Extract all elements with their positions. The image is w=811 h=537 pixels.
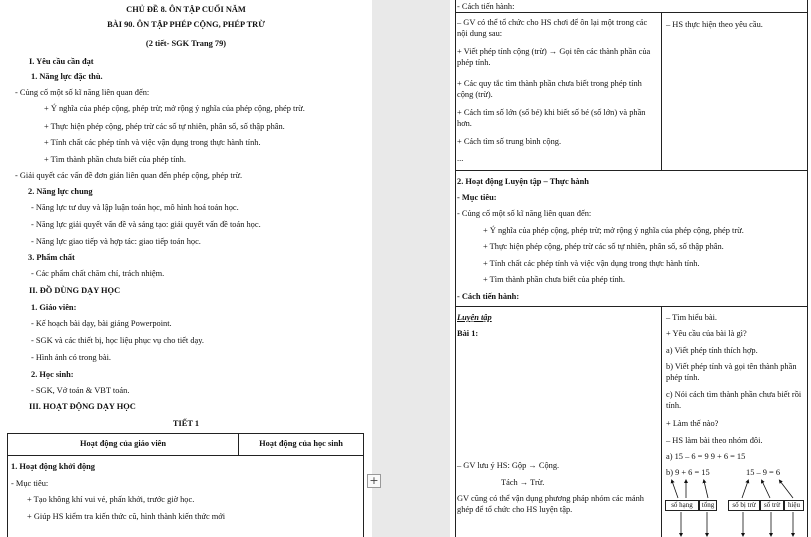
table-header-teacher: Hoạt động của giáo viên xyxy=(79,439,167,448)
text-line: - Cách tiến hành: xyxy=(457,292,520,301)
equation-sum: b) 9 + 6 = 15 xyxy=(666,468,710,477)
lesson-title: BÀI 90. ÔN TẬP PHÉP CỘNG, PHÉP TRỪ xyxy=(107,20,265,29)
section-heading: III. HOẠT ĐỘNG DẠY HỌC xyxy=(29,402,136,411)
text-line: Tách → Trừ. xyxy=(501,478,545,487)
text-line: + Tạo không khí vui vẻ, phấn khởi, trước giờ học. xyxy=(27,495,195,504)
activity-heading: 1. Hoạt động khởi động xyxy=(11,462,95,471)
text-line: + Giúp HS kiểm tra kiến thức cũ, hình thành kiến thức mới xyxy=(27,512,226,521)
document-page-left xyxy=(0,0,372,537)
subsection-heading: 1. Giáo viên: xyxy=(31,303,77,312)
text-line: + Các quy tắc tìm thành phần chưa biết trong phép tính cộng (trừ). xyxy=(457,79,642,99)
text-line: + Tính chất các phép tính và việc vận dụng trong thực hành tính. xyxy=(44,138,261,147)
text-line: + Ý nghĩa của phép cộng, phép trừ; mở rộng ý nghĩa của phép cộng, phép trừ. xyxy=(483,226,744,235)
label-addend: số hạng xyxy=(665,500,699,511)
text-line: + Cách tìm số trung bình cộng. xyxy=(457,137,562,146)
subsection-heading: 1. Năng lực đặc thù. xyxy=(31,72,103,81)
text-line: – GV lưu ý HS: Gộp → Cộng. xyxy=(457,461,560,470)
student-text: b) Viết phép tính và gọi tên thành phần phép tính. xyxy=(666,362,797,382)
text-line: + Thực hiện phép cộng, phép trừ các số tự nhiên, phân số, số thập phân. xyxy=(44,122,285,131)
label-sum: tổng xyxy=(699,500,717,511)
equation-difference: 15 – 9 = 6 xyxy=(746,468,781,477)
text-line: - Năng lực giải quyết vấn đề và sáng tạo: giải quyết vấn đề toán học. xyxy=(31,220,261,229)
expand-button[interactable]: + xyxy=(367,474,381,488)
student-text: – Tìm hiểu bài. xyxy=(666,313,718,322)
student-text: + Làm thế nào? xyxy=(666,419,719,428)
text-line: + Tính chất các phép tính và việc vận dụng trong thực hành tính. xyxy=(483,259,700,268)
subheading-practice: Luyện tập xyxy=(457,313,492,322)
text-line: ... xyxy=(457,154,464,163)
subsection-heading: 2. Năng lực chung xyxy=(28,187,93,196)
label-minuend: số bị trừ xyxy=(728,500,760,511)
text-line: – GV có thể tổ chức cho HS chơi để ôn lại một trong các nội dung sau: xyxy=(457,18,648,38)
section-heading: I. Yêu cầu cần đạt xyxy=(29,57,94,66)
chapter-title: CHỦ ĐỀ 8. ÔN TẬP CUỐI NĂM xyxy=(126,5,246,14)
text-line: - Năng lực giao tiếp và hợp tác: giao tiếp toán học. xyxy=(31,237,201,246)
text-line: - Hình ảnh có trong bài. xyxy=(31,353,112,362)
text-line: - Củng cố một số kĩ năng liên quan đến: xyxy=(457,209,592,218)
text-line: - Giải quyết các vấn đề đơn giản liên quan đến phép cộng, phép trừ. xyxy=(15,171,243,180)
student-text: – HS làm bài theo nhóm đôi. xyxy=(666,436,763,445)
text-line: - Mục tiêu: xyxy=(457,193,497,202)
period-heading: TIẾT 1 xyxy=(172,419,200,428)
text-line: - Năng lực tư duy và lập luận toán học, mô hình hoá toán học. xyxy=(31,203,239,212)
activity-heading: 2. Hoạt động Luyện tập – Thực hành xyxy=(457,177,589,186)
text-line: + Thực hiện phép cộng, phép trừ các số tự nhiên, phân số, số thập phân. xyxy=(483,242,724,251)
lesson-subtitle: (2 tiết- SGK Trang 79) xyxy=(145,39,227,48)
label-subtrahend: số trừ xyxy=(760,500,784,511)
exercise-heading: Bài 1: xyxy=(457,329,479,338)
student-text: c) Nói cách tìm thành phần chưa biết rồi tính. xyxy=(666,390,802,410)
section-heading: II. ĐỒ DÙNG DẠY HỌC xyxy=(29,286,121,295)
student-text: – HS thực hiện theo yêu cầu. xyxy=(666,20,763,29)
student-text: a) Viết phép tính thích hợp. xyxy=(666,346,758,355)
text-line: + Tìm thành phần chưa biết của phép tính. xyxy=(44,155,186,164)
text-line: - Củng cố một số kĩ năng liên quan đến: xyxy=(15,88,150,97)
text-line: + Cách tìm số lớn (số bé) khi biết số bé (số lớn) và phần hơn. xyxy=(457,108,646,128)
document-page-right xyxy=(450,0,811,537)
text-line: - Kế hoạch bài dạy, bài giảng Powerpoint. xyxy=(31,319,172,328)
text-line: - Cách tiến hành: xyxy=(457,2,515,11)
text-line: - SGK và các thiết bị, học liệu phục vụ cho tiết dạy. xyxy=(31,336,204,345)
text-line: + Ý nghĩa của phép cộng, phép trừ; mở rộng ý nghĩa của phép cộng, phép trừ. xyxy=(44,104,305,113)
text-line: - Các phẩm chất chăm chỉ, trách nhiệm. xyxy=(31,269,165,278)
student-text: + Yêu cầu của bài là gì? xyxy=(666,329,747,338)
subsection-heading: 3. Phẩm chất xyxy=(28,253,75,262)
text-line: - SGK, Vở toán & VBT toán. xyxy=(31,386,130,395)
label-difference: hiệu xyxy=(784,500,804,511)
subsection-heading: 2. Học sinh: xyxy=(31,370,74,379)
text-line: + Viết phép tính cộng (trừ) → Gọi tên các thành phần của phép tính. xyxy=(457,47,651,67)
text-line: + Tìm thành phần chưa biết của phép tính. xyxy=(483,275,625,284)
student-text: a) 15 – 6 = 9 9 + 6 = 15 xyxy=(666,452,746,461)
table-header-student: Hoạt động của học sinh xyxy=(259,439,343,448)
text-line: - Mục tiêu: xyxy=(11,479,49,488)
component-arrows xyxy=(450,0,811,537)
table-divider xyxy=(7,455,364,456)
text-line: GV cũng có thể vận dụng phương pháp nhóm các mảnh ghép để tổ chức cho HS luyện tập. xyxy=(457,494,644,514)
